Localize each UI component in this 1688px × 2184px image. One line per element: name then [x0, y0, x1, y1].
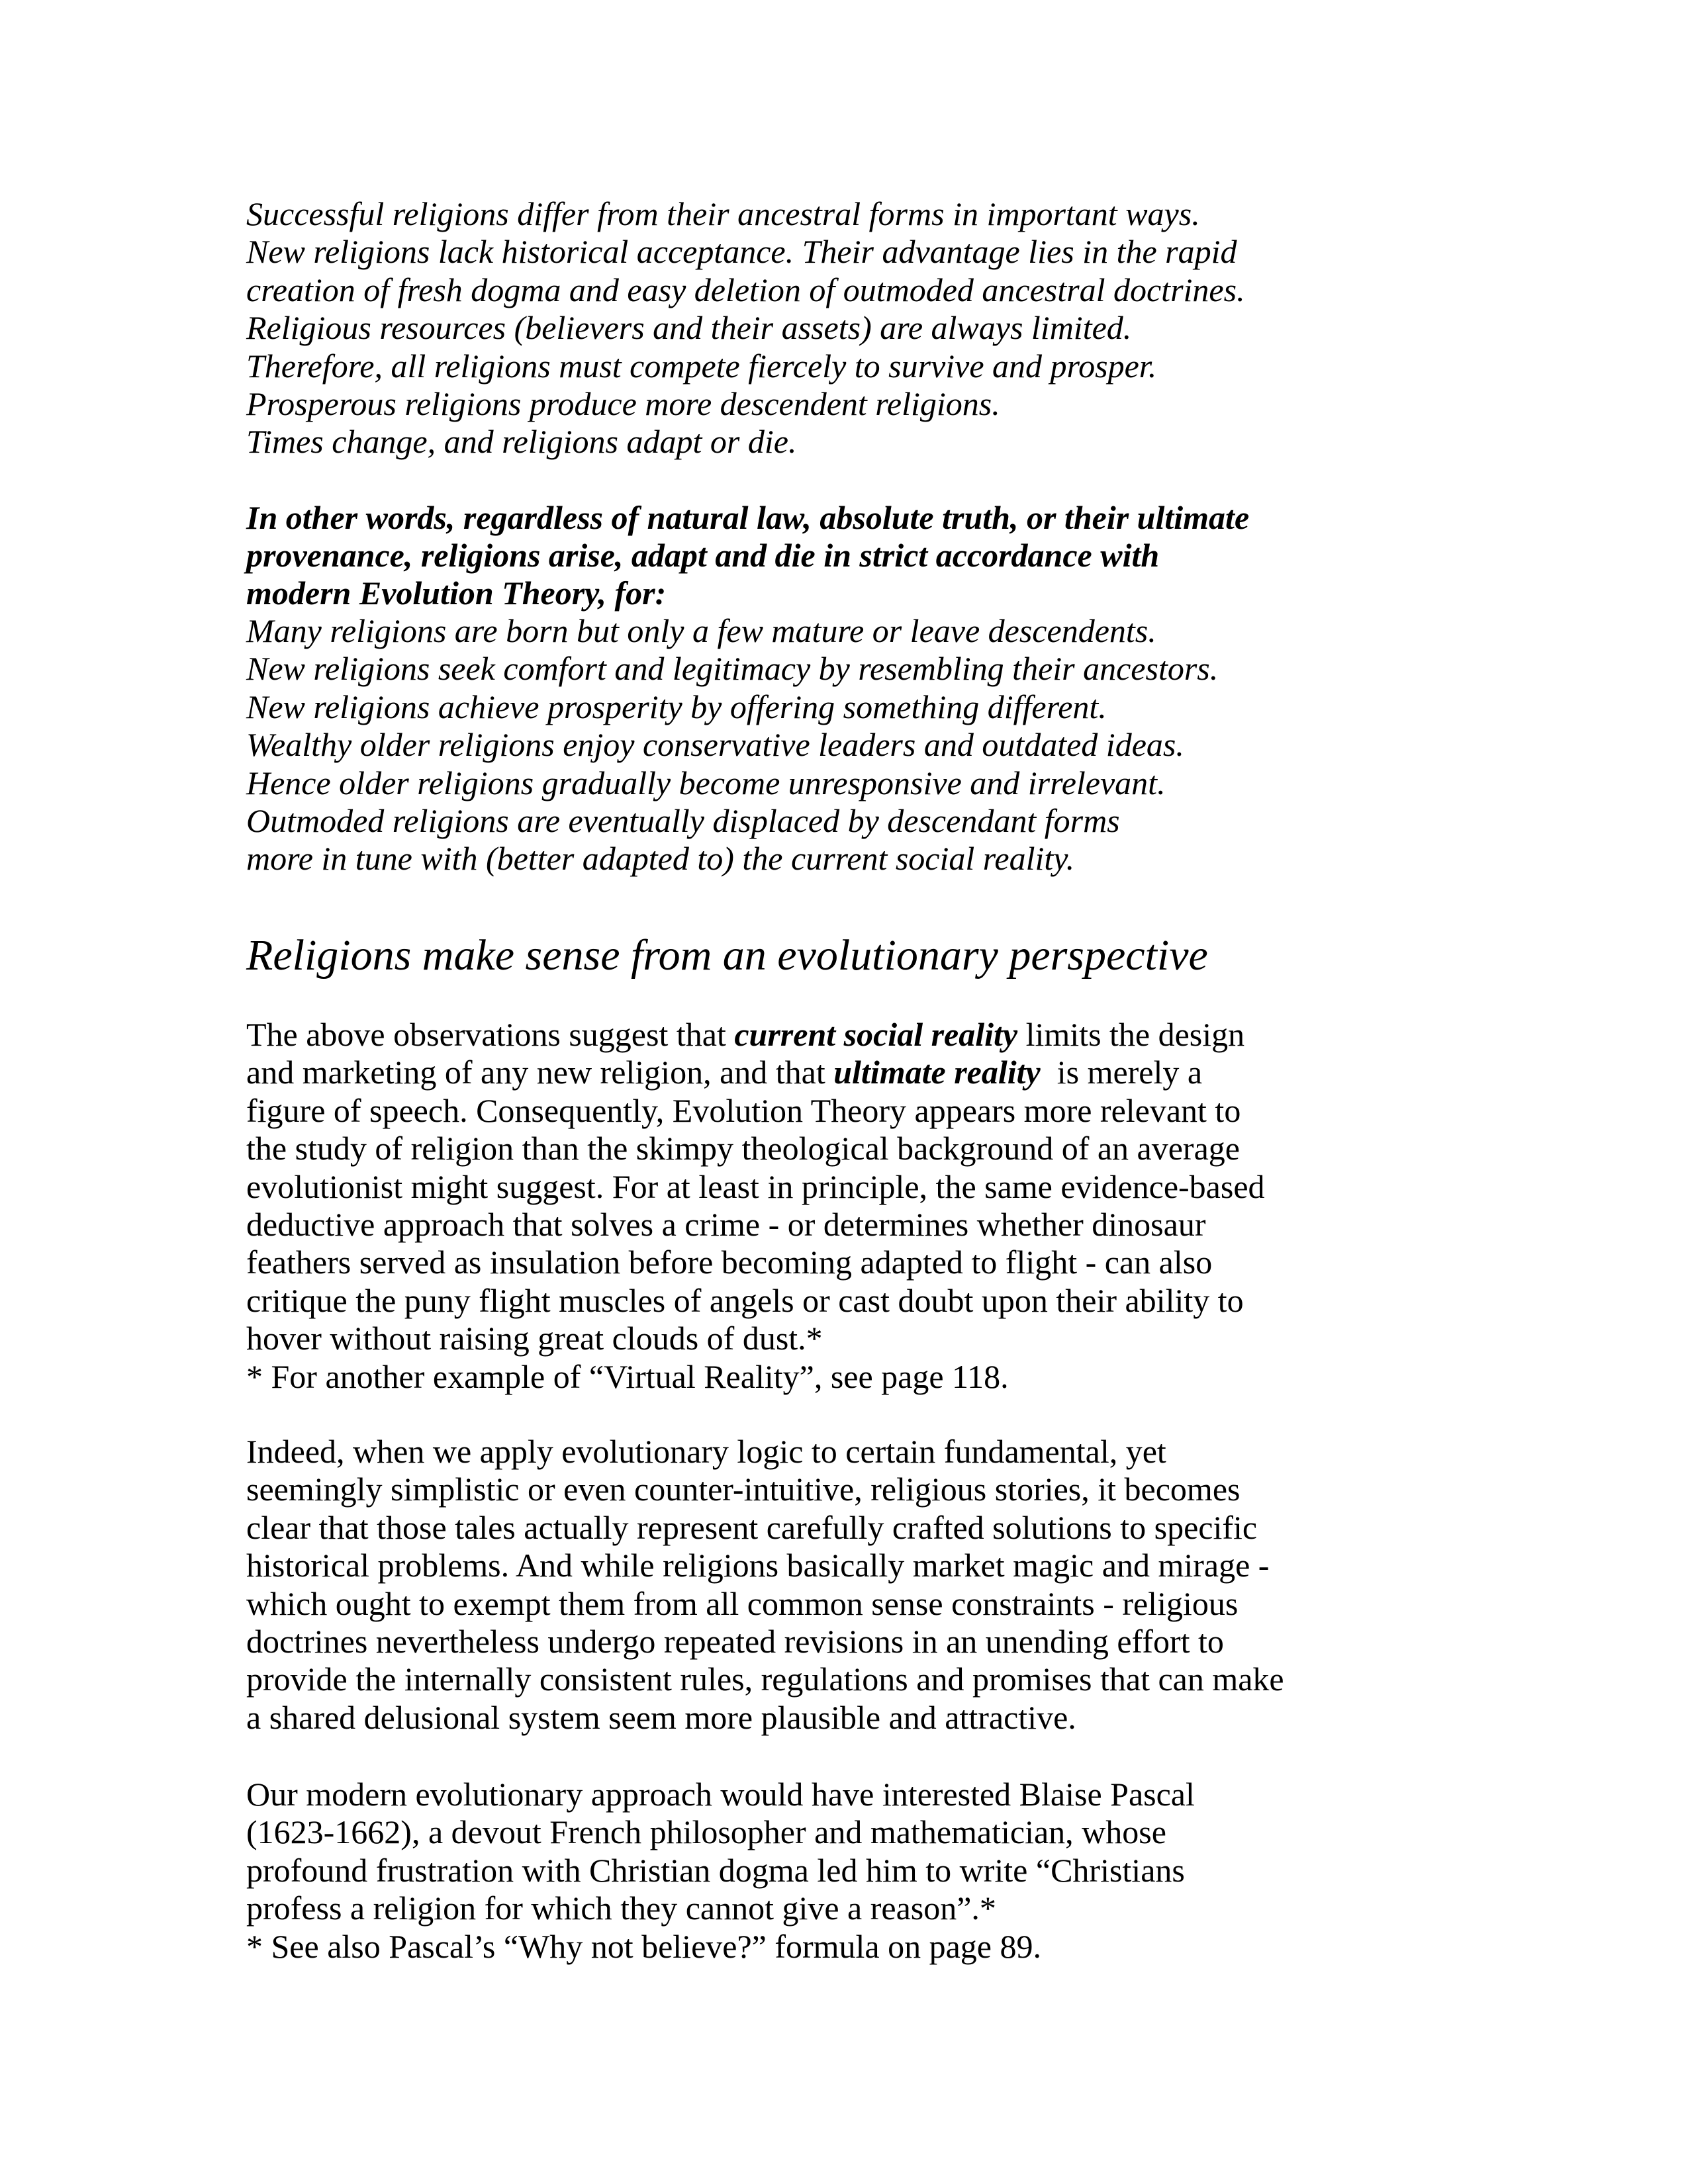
bold-italic-lead-paragraph	[246, 499, 1517, 612]
text-line: New religions achieve prosperity by offering something different.	[246, 688, 1107, 725]
text-line: doctrines nevertheless undergo repeated revisions in an unending effort to	[246, 1623, 1224, 1661]
text-line: seemingly simplistic or even counter-intuitive, religious stories, it becomes	[246, 1471, 1241, 1508]
text-line: provenance, religions arise, adapt and die in strict accordance with	[246, 537, 1160, 574]
text-line: Prosperous religions produce more descendent religions.	[246, 385, 1000, 423]
text-line: In other words, regardless of natural law, absolute truth, or their ultimate	[246, 499, 1250, 536]
text-line: profound frustration with Christian dogma led him to write “Christians	[246, 1851, 1185, 1889]
text-line: Religious resources (believers and their assets) are always limited.	[246, 309, 1132, 347]
text-line: modern Evolution Theory, for:	[246, 574, 667, 612]
text-run: and marketing of any new religion, and that	[246, 1054, 834, 1091]
text-line: New religions lack historical acceptance. Their advantage lies in the rapid	[246, 233, 1237, 271]
body-paragraph-observations	[246, 1016, 1517, 1396]
emphasis-current-social-reality: current social reality	[734, 1016, 1018, 1053]
text-line: Therefore, all religions must compete fiercely to survive and prosper.	[246, 347, 1157, 385]
text-line: Times change, and religions adapt or die.	[246, 423, 797, 461]
text-line: Successful religions differ from their ancestral forms in important ways.	[246, 195, 1200, 232]
text-line: hover without raising great clouds of dust.*	[246, 1320, 823, 1357]
text-line: which ought to exempt them from all common sense constraints - religious	[246, 1584, 1239, 1622]
text-line: Outmoded religions are eventually displaced by descendant forms	[246, 802, 1120, 840]
text-run: The above observations suggest that	[246, 1016, 735, 1053]
emphasis-ultimate-reality: ultimate reality	[833, 1054, 1041, 1091]
text-line: the study of religion than the skimpy theological background of an average	[246, 1130, 1240, 1167]
text-run: limits the design	[1017, 1016, 1245, 1053]
text-line: Many religions are born but only a few mature or leave descendents.	[246, 612, 1156, 649]
text-line: evolutionist might suggest. For at least in principle, the same evidence-based	[246, 1167, 1265, 1205]
text-line: clear that those tales actually represent carefully crafted solutions to specific	[246, 1508, 1258, 1546]
text-run: is merely a	[1040, 1054, 1203, 1091]
text-line: critique the puny flight muscles of angels or cast doubt upon their ability to	[246, 1281, 1244, 1319]
text-line	[246, 1054, 1517, 1091]
italic-list-evolution-rules	[246, 612, 1517, 878]
text-line: historical problems. And while religions basically market magic and mirage -	[246, 1547, 1270, 1584]
text-line: profess a religion for which they cannot give a reason”.*	[246, 1889, 996, 1927]
text-line: provide the internally consistent rules, regulations and promises that can make	[246, 1661, 1284, 1698]
text-line: Our modern evolutionary approach would have interested Blaise Pascal	[246, 1776, 1195, 1813]
text-line: feathers served as insulation before becoming adapted to flight - can also	[246, 1244, 1213, 1281]
text-line: Wealthy older religions enjoy conservative leaders and outdated ideas.	[246, 726, 1184, 764]
text-line: New religions seek comfort and legitimacy by resembling their ancestors.	[246, 650, 1219, 688]
text-line: Indeed, when we apply evolutionary logic to certain fundamental, yet	[246, 1433, 1166, 1470]
body-paragraph-pascal	[246, 1776, 1517, 1966]
text-line: a shared delusional system seem more plausible and attractive.	[246, 1698, 1076, 1736]
text-line: figure of speech. Consequently, Evolution Theory appears more relevant to	[246, 1091, 1241, 1129]
section-heading: Religions make sense from an evolutionary perspective	[246, 931, 1208, 979]
footnote: * For another example of “Virtual Reality”, see page 118.	[246, 1357, 1009, 1395]
body-paragraph-evolutionary-logic	[246, 1433, 1517, 1737]
text-line: more in tune with (better adapted to) the current social reality.	[246, 840, 1075, 878]
text-line: creation of fresh dogma and easy deletion of outmoded ancestral doctrines.	[246, 271, 1245, 308]
text-line: Hence older religions gradually become unresponsive and irrelevant.	[246, 764, 1166, 801]
text-line	[246, 1016, 1517, 1054]
italic-list-religion-traits	[246, 195, 1517, 461]
text-line: (1623-1662), a devout French philosopher and mathematician, whose	[246, 1813, 1166, 1851]
text-line: deductive approach that solves a crime - or determines whether dinosaur	[246, 1206, 1206, 1244]
footnote: * See also Pascal’s “Why not believe?” formula on page 89.	[246, 1927, 1042, 1965]
